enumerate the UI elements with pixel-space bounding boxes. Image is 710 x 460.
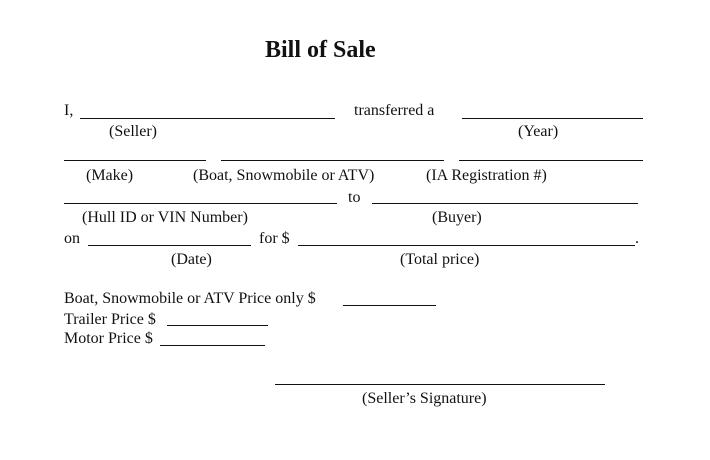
registration-line[interactable] — [459, 160, 643, 161]
year-caption: (Year) — [518, 123, 559, 140]
for-label: for $ — [259, 230, 290, 247]
seller-signature-caption: (Seller’s Signature) — [362, 390, 487, 407]
vehicle-price-line[interactable] — [343, 305, 436, 306]
make-line[interactable] — [64, 160, 206, 161]
form-title: Bill of Sale — [265, 37, 376, 63]
seller-prefix-label: I, — [64, 102, 74, 119]
buyer-caption: (Buyer) — [432, 209, 482, 226]
make-caption: (Make) — [86, 167, 134, 184]
motor-price-line[interactable] — [160, 345, 265, 346]
date-line[interactable] — [88, 245, 251, 246]
hull-id-caption: (Hull ID or VIN Number) — [82, 209, 248, 226]
total-price-caption: (Total price) — [400, 251, 480, 268]
vehicle-type-caption: (Boat, Snowmobile or ATV) — [193, 167, 375, 184]
transferred-label: transferred a — [354, 102, 435, 119]
row-end-period: . — [635, 230, 639, 247]
total-price-line[interactable] — [298, 245, 635, 246]
vehicle-type-line[interactable] — [221, 160, 444, 161]
on-label: on — [64, 230, 80, 247]
trailer-price-line[interactable] — [167, 325, 268, 326]
registration-caption: (IA Registration #) — [426, 167, 547, 184]
to-label: to — [348, 189, 361, 206]
hull-id-line[interactable] — [64, 203, 337, 204]
trailer-price-label: Trailer Price $ — [64, 311, 156, 328]
date-caption: (Date) — [171, 251, 212, 268]
seller-caption: (Seller) — [109, 123, 157, 140]
vehicle-price-label: Boat, Snowmobile or ATV Price only $ — [64, 290, 316, 307]
seller-name-line[interactable] — [80, 118, 335, 119]
year-line[interactable] — [462, 118, 643, 119]
seller-signature-line[interactable] — [275, 384, 605, 385]
motor-price-label: Motor Price $ — [64, 330, 153, 347]
buyer-line[interactable] — [372, 203, 638, 204]
